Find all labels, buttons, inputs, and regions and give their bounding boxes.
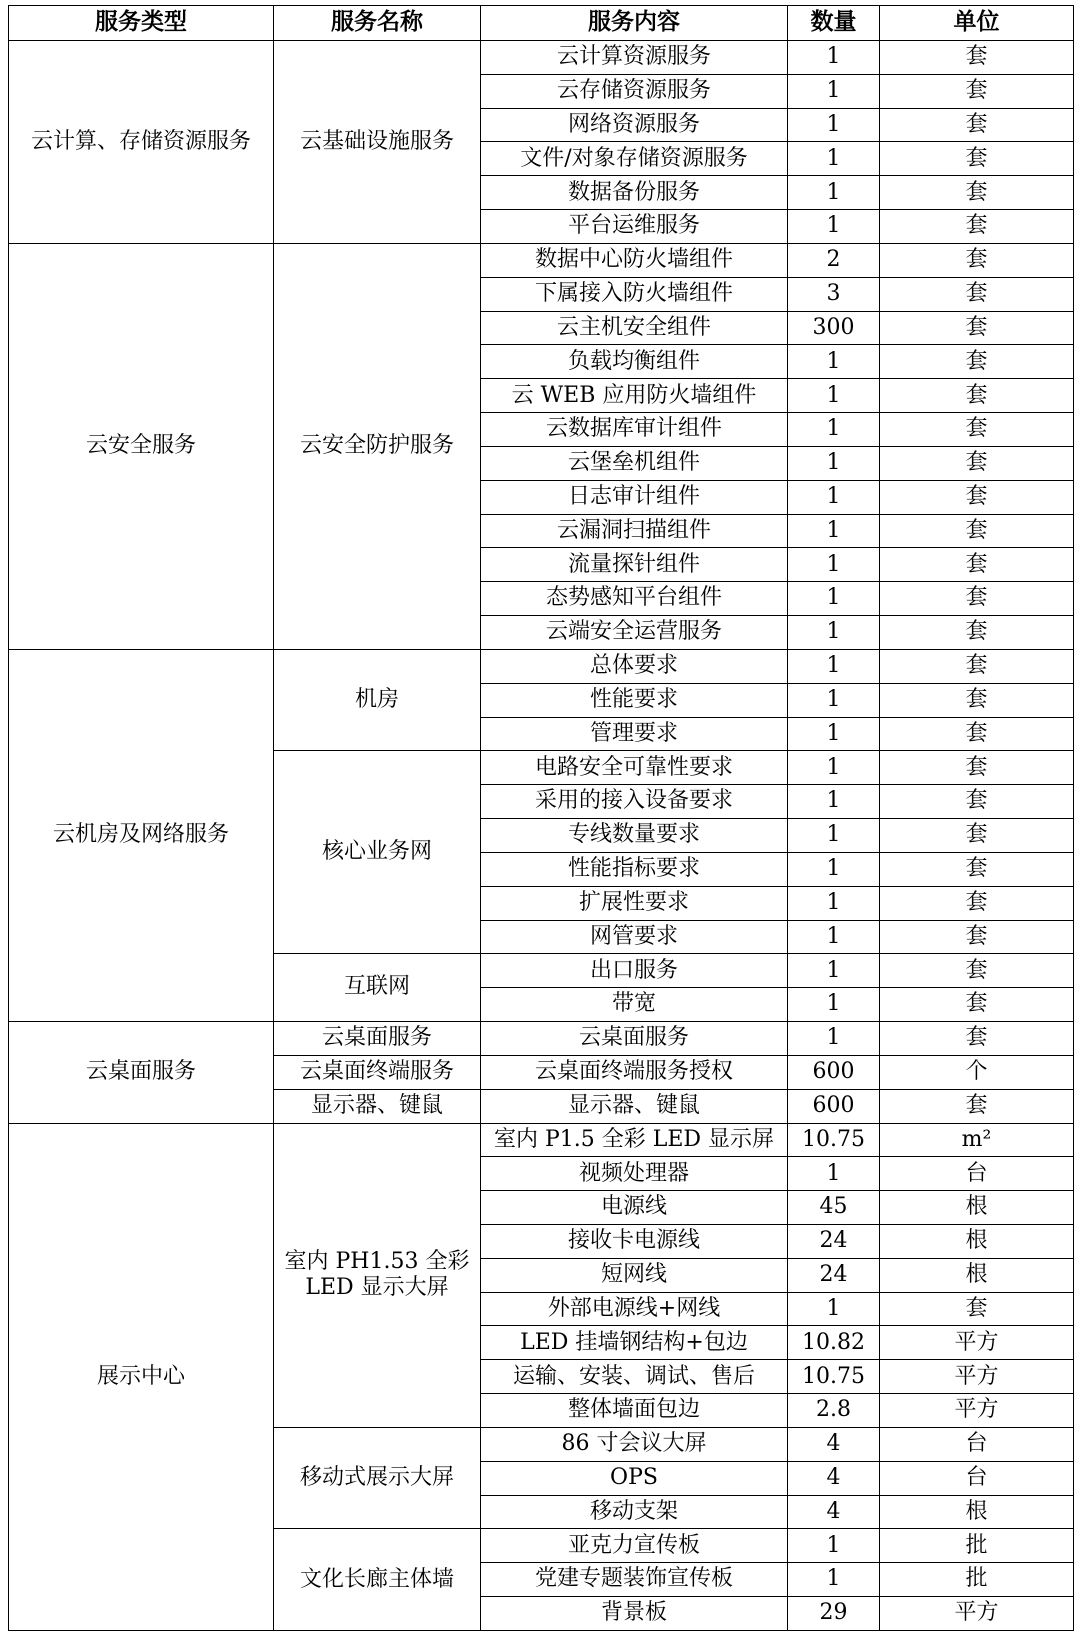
service-type-cell: 云机房及网络服务 — [9, 649, 274, 1021]
header-service-content: 服务内容 — [481, 6, 788, 41]
unit-cell: 批 — [880, 1563, 1074, 1597]
quantity-cell: 300 — [788, 311, 880, 345]
quantity-cell: 1 — [788, 1292, 880, 1326]
quantity-cell: 600 — [788, 1055, 880, 1089]
table-row — [9, 649, 1074, 683]
service-content-cell: 云 WEB 应用防火墙组件 — [481, 379, 788, 413]
unit-cell: 平方 — [880, 1597, 1074, 1631]
quantity-cell: 1 — [788, 480, 880, 514]
service-content-cell: 性能要求 — [481, 683, 788, 717]
quantity-cell: 1 — [788, 717, 880, 751]
unit-cell: 台 — [880, 1427, 1074, 1461]
unit-cell: 套 — [880, 548, 1074, 582]
unit-cell: 套 — [880, 852, 1074, 886]
service-name-cell: 移动式展示大屏 — [274, 1427, 481, 1528]
quantity-cell: 1 — [788, 142, 880, 176]
service-content-cell: 云端安全运营服务 — [481, 616, 788, 650]
quantity-cell: 1 — [788, 649, 880, 683]
unit-cell: 根 — [880, 1224, 1074, 1258]
quantity-cell: 10.82 — [788, 1326, 880, 1360]
quantity-cell: 1 — [788, 785, 880, 819]
service-name-cell: 云安全防护服务 — [274, 243, 481, 649]
service-content-cell: 云主机安全组件 — [481, 311, 788, 345]
service-content-cell: 下属接入防火墙组件 — [481, 277, 788, 311]
service-content-cell: 云计算资源服务 — [481, 41, 788, 75]
quantity-cell: 1 — [788, 683, 880, 717]
service-content-cell: 视频处理器 — [481, 1157, 788, 1191]
quantity-cell: 1 — [788, 751, 880, 785]
unit-cell: 套 — [880, 616, 1074, 650]
service-table — [8, 5, 1074, 1631]
unit-cell: 套 — [880, 717, 1074, 751]
unit-cell: 套 — [880, 311, 1074, 345]
unit-cell: 套 — [880, 480, 1074, 514]
unit-cell: 套 — [880, 176, 1074, 210]
unit-cell: 套 — [880, 277, 1074, 311]
unit-cell: 套 — [880, 582, 1074, 616]
quantity-cell: 1 — [788, 886, 880, 920]
quantity-cell: 1 — [788, 616, 880, 650]
quantity-cell: 1 — [788, 41, 880, 75]
unit-cell: 套 — [880, 1022, 1074, 1056]
header-row — [9, 6, 1074, 41]
quantity-cell: 1 — [788, 74, 880, 108]
service-type-cell: 云桌面服务 — [9, 1022, 274, 1123]
unit-cell: 套 — [880, 243, 1074, 277]
quantity-cell: 1 — [788, 582, 880, 616]
service-content-cell: 整体墙面包边 — [481, 1394, 788, 1428]
service-content-cell: 文件/对象存储资源服务 — [481, 142, 788, 176]
quantity-cell: 1 — [788, 108, 880, 142]
service-content-cell: 管理要求 — [481, 717, 788, 751]
quantity-cell: 10.75 — [788, 1123, 880, 1157]
unit-cell: 套 — [880, 683, 1074, 717]
quantity-cell: 1 — [788, 210, 880, 244]
unit-cell: m² — [880, 1123, 1074, 1157]
service-type-cell: 云计算、存储资源服务 — [9, 41, 274, 244]
quantity-cell: 29 — [788, 1597, 880, 1631]
quantity-cell: 1 — [788, 1157, 880, 1191]
unit-cell: 套 — [880, 446, 1074, 480]
service-content-cell: 外部电源线+网线 — [481, 1292, 788, 1326]
unit-cell: 平方 — [880, 1394, 1074, 1428]
header-service-type: 服务类型 — [9, 6, 274, 41]
service-content-cell: 采用的接入设备要求 — [481, 785, 788, 819]
service-name-cell: 显示器、键鼠 — [274, 1089, 481, 1123]
service-name-cell: 室内 PH1.53 全彩 LED 显示大屏 — [274, 1123, 481, 1427]
unit-cell: 套 — [880, 819, 1074, 853]
unit-cell: 套 — [880, 785, 1074, 819]
unit-cell: 套 — [880, 1292, 1074, 1326]
table-body — [9, 41, 1074, 1631]
unit-cell: 套 — [880, 379, 1074, 413]
service-type-cell: 展示中心 — [9, 1123, 274, 1631]
quantity-cell: 1 — [788, 1529, 880, 1563]
service-type-cell: 云安全服务 — [9, 243, 274, 649]
service-content-cell: 平台运维服务 — [481, 210, 788, 244]
service-content-cell: 云漏洞扫描组件 — [481, 514, 788, 548]
service-content-cell: 背景板 — [481, 1597, 788, 1631]
quantity-cell: 1 — [788, 852, 880, 886]
header-unit: 单位 — [880, 6, 1074, 41]
unit-cell: 根 — [880, 1191, 1074, 1225]
service-name-cell: 文化长廊主体墙 — [274, 1529, 481, 1631]
service-content-cell: 带宽 — [481, 988, 788, 1022]
service-content-cell: 数据中心防火墙组件 — [481, 243, 788, 277]
service-content-cell: 云桌面服务 — [481, 1022, 788, 1056]
service-name-cell: 云桌面终端服务 — [274, 1055, 481, 1089]
service-content-cell: 接收卡电源线 — [481, 1224, 788, 1258]
quantity-cell: 24 — [788, 1258, 880, 1292]
unit-cell: 平方 — [880, 1360, 1074, 1394]
quantity-cell: 1 — [788, 379, 880, 413]
unit-cell: 根 — [880, 1258, 1074, 1292]
quantity-cell: 1 — [788, 345, 880, 379]
service-content-cell: 云数据库审计组件 — [481, 413, 788, 447]
service-content-cell: 电源线 — [481, 1191, 788, 1225]
header-quantity: 数量 — [788, 6, 880, 41]
unit-cell: 套 — [880, 41, 1074, 75]
quantity-cell: 24 — [788, 1224, 880, 1258]
service-content-cell: LED 挂墙钢结构+包边 — [481, 1326, 788, 1360]
service-content-cell: 室内 P1.5 全彩 LED 显示屏 — [481, 1123, 788, 1157]
service-content-cell: 电路安全可靠性要求 — [481, 751, 788, 785]
service-name-cell: 云桌面服务 — [274, 1022, 481, 1056]
quantity-cell: 4 — [788, 1495, 880, 1529]
unit-cell: 套 — [880, 345, 1074, 379]
table-row — [9, 1123, 1074, 1157]
quantity-cell: 1 — [788, 1563, 880, 1597]
unit-cell: 套 — [880, 649, 1074, 683]
unit-cell: 批 — [880, 1529, 1074, 1563]
unit-cell: 套 — [880, 108, 1074, 142]
quantity-cell: 1 — [788, 954, 880, 988]
service-content-cell: 网络资源服务 — [481, 108, 788, 142]
service-content-cell: 扩展性要求 — [481, 886, 788, 920]
quantity-cell: 2 — [788, 243, 880, 277]
unit-cell: 套 — [880, 1089, 1074, 1123]
unit-cell: 套 — [880, 751, 1074, 785]
service-content-cell: 短网线 — [481, 1258, 788, 1292]
unit-cell: 套 — [880, 514, 1074, 548]
service-content-cell: 专线数量要求 — [481, 819, 788, 853]
header-service-name: 服务名称 — [274, 6, 481, 41]
service-content-cell: 亚克力宣传板 — [481, 1529, 788, 1563]
table-row — [9, 41, 1074, 75]
service-content-cell: 网管要求 — [481, 920, 788, 954]
quantity-cell: 1 — [788, 413, 880, 447]
service-content-cell: 性能指标要求 — [481, 852, 788, 886]
unit-cell: 套 — [880, 954, 1074, 988]
quantity-cell: 1 — [788, 514, 880, 548]
quantity-cell: 1 — [788, 446, 880, 480]
quantity-cell: 1 — [788, 548, 880, 582]
quantity-cell: 1 — [788, 819, 880, 853]
service-name-cell: 云基础设施服务 — [274, 41, 481, 244]
quantity-cell: 45 — [788, 1191, 880, 1225]
quantity-cell: 1 — [788, 1022, 880, 1056]
unit-cell: 台 — [880, 1461, 1074, 1495]
service-content-cell: 总体要求 — [481, 649, 788, 683]
unit-cell: 根 — [880, 1495, 1074, 1529]
service-content-cell: 云存储资源服务 — [481, 74, 788, 108]
quantity-cell: 4 — [788, 1427, 880, 1461]
quantity-cell: 10.75 — [788, 1360, 880, 1394]
service-name-cell: 机房 — [274, 649, 481, 750]
unit-cell: 套 — [880, 413, 1074, 447]
quantity-cell: 600 — [788, 1089, 880, 1123]
unit-cell: 套 — [880, 74, 1074, 108]
service-content-cell: 流量探针组件 — [481, 548, 788, 582]
service-content-cell: 运输、安装、调试、售后 — [481, 1360, 788, 1394]
service-content-cell: 显示器、键鼠 — [481, 1089, 788, 1123]
service-content-cell: 日志审计组件 — [481, 480, 788, 514]
service-content-cell: 态势感知平台组件 — [481, 582, 788, 616]
quantity-cell: 1 — [788, 920, 880, 954]
unit-cell: 台 — [880, 1157, 1074, 1191]
unit-cell: 个 — [880, 1055, 1074, 1089]
service-content-cell: 党建专题装饰宣传板 — [481, 1563, 788, 1597]
unit-cell: 套 — [880, 886, 1074, 920]
service-content-cell: 云桌面终端服务授权 — [481, 1055, 788, 1089]
service-name-cell: 核心业务网 — [274, 751, 481, 954]
quantity-cell: 4 — [788, 1461, 880, 1495]
unit-cell: 套 — [880, 210, 1074, 244]
unit-cell: 套 — [880, 920, 1074, 954]
quantity-cell: 2.8 — [788, 1394, 880, 1428]
service-content-cell: 出口服务 — [481, 954, 788, 988]
service-content-cell: 负载均衡组件 — [481, 345, 788, 379]
unit-cell: 套 — [880, 988, 1074, 1022]
service-content-cell: 86 寸会议大屏 — [481, 1427, 788, 1461]
unit-cell: 套 — [880, 142, 1074, 176]
table-row — [9, 1022, 1074, 1056]
unit-cell: 平方 — [880, 1326, 1074, 1360]
quantity-cell: 1 — [788, 988, 880, 1022]
service-content-cell: 云堡垒机组件 — [481, 446, 788, 480]
quantity-cell: 3 — [788, 277, 880, 311]
service-name-cell: 互联网 — [274, 954, 481, 1022]
service-content-cell: OPS — [481, 1461, 788, 1495]
service-content-cell: 移动支架 — [481, 1495, 788, 1529]
quantity-cell: 1 — [788, 176, 880, 210]
table-row — [9, 243, 1074, 277]
service-content-cell: 数据备份服务 — [481, 176, 788, 210]
